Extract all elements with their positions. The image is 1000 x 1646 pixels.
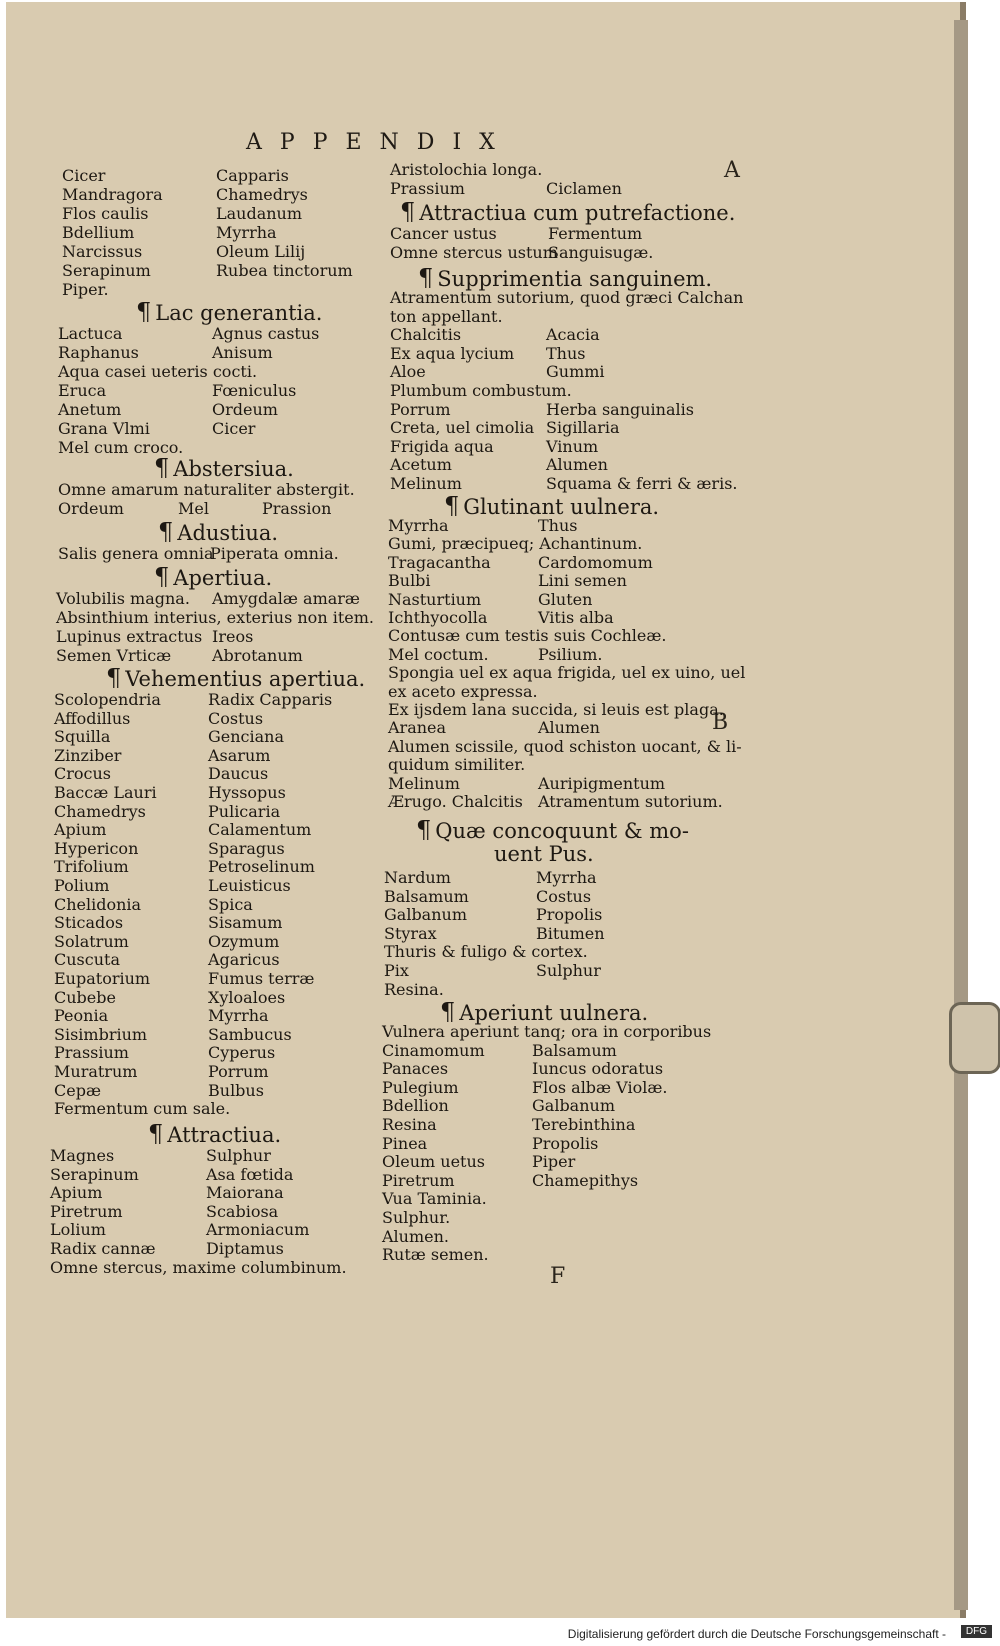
entry: Raphanus [58,343,139,362]
entry: Thus [538,516,578,535]
entry: Piperata omnia. [210,544,339,563]
entry: Chelidonia [54,894,142,914]
margin-mark-b: B [712,710,729,735]
entry: Cubebe [54,987,116,1007]
entry: Aristolochia longa. [390,160,543,179]
section-title [106,664,365,692]
pilcrow-icon: ¶ [440,998,456,1026]
section-title-text: Aperiunt uulnera. [459,1001,649,1025]
entry: Eruca [58,381,107,400]
entry: ton appellant. [390,306,503,326]
entry: Scolopendria [54,690,161,709]
entry: Styrax [384,923,437,943]
entry: Alumen [538,718,600,738]
entry: Piper [532,1152,576,1172]
entry: Cicer [62,166,106,185]
entry: Omne amarum naturaliter abstergit. [58,480,355,499]
entry: Rubea tinctorum [216,261,353,280]
entry: Zinziber [54,745,122,765]
dfg-logo: DFG [961,1625,992,1638]
entry: Trifolium [54,857,129,877]
entry: Magnes [50,1146,115,1165]
page-edge [954,20,968,1610]
entry: Anetum [58,400,122,419]
entry: Mel cum croco. [58,438,184,457]
entry: Calamentum [208,820,312,840]
entry: Porrum [208,1062,269,1081]
entry: Fermentum cum sale. [54,1099,231,1119]
entry: Lolium [50,1220,106,1240]
entry: Leuisticus [208,876,291,895]
section-title-text: Adustiua. [177,521,279,545]
entry: Contusæ cum testis suis Cochleæ. [388,626,667,646]
entry: Balsamum [532,1040,617,1060]
entry: Cancer ustus [390,224,497,243]
entry: Ærugo. Chalcitis [388,792,523,811]
section-title-text: Attractiua. [167,1123,282,1147]
entry: Prassium [390,179,465,198]
entry: Piretrum [50,1201,123,1221]
section-title-text: Glutinant uulnera. [463,495,660,519]
entry: Gluten [538,589,593,609]
entry: Resina. [384,979,444,999]
entry: Sticados [54,913,124,933]
entry: Armoniacum [206,1220,310,1240]
margin-mark-f: F [550,1264,566,1289]
section-title-text: Vehementius apertiua. [125,667,366,691]
entry: Abrotanum [212,646,303,665]
entry: Fœniculus [212,381,297,400]
entry: Agaricus [208,950,280,970]
entry: Baccæ Lauri [54,783,157,802]
entry: Terebinthina [532,1115,636,1134]
section-title [154,454,294,482]
entry: Cuscuta [54,950,120,970]
entry: Anisum [212,343,273,362]
book-clasp [949,1002,1000,1074]
entry: Vinum [546,436,599,456]
entry: Rutæ semen. [382,1245,489,1265]
entry: Cinamomum [382,1040,485,1060]
entry: Piretrum [382,1170,455,1190]
entry: Vulnera aperiunt tanq; ora in corporibus [382,1022,712,1041]
entry: Gummi [546,362,605,382]
entry: Chamedrys [54,801,146,821]
entry: Ordeum [58,499,124,518]
footer-bar [0,1618,1000,1646]
entry: Sulphur [206,1146,271,1165]
entry: Solatrum [54,931,129,951]
pilcrow-icon: ¶ [418,264,434,292]
section-title-text: Attractiua cum putrefactione. [419,201,736,225]
entry: Vitis alba [538,608,614,627]
pilcrow-icon: ¶ [148,1120,164,1148]
entry: Porrum [390,399,451,419]
entry: Genciana [208,727,285,747]
entry: Ireos [212,627,254,646]
entry: Cepæ [54,1080,101,1100]
pilcrow-icon: ¶ [154,563,170,591]
entry: Aloe [390,362,426,382]
entry: Agnus castus [212,324,320,343]
entry: Sambucus [208,1024,292,1044]
entry: Galbanum [532,1096,615,1116]
entry: Volubilis magna. [56,589,190,608]
entry: Flos caulis [62,204,149,223]
entry: Panaces [382,1059,449,1079]
entry: Vua Taminia. [382,1189,487,1209]
entry: Spica [208,894,253,914]
pilcrow-icon: ¶ [444,492,460,520]
entry: Hyssopus [208,783,286,802]
entry: Sulphur [536,961,601,980]
entry: Serapinum [62,261,151,280]
entry: Myrrha [216,223,277,242]
entry: Tragacantha [388,552,491,572]
entry: Diptamus [206,1239,284,1258]
entry: Iuncus odoratus [532,1059,664,1079]
entry: Ex ijsdem lana succida, si leuis est plaga. [388,700,724,719]
entry: Melinum [388,773,460,793]
pilcrow-icon: ¶ [158,518,174,546]
entry: ex aceto expressa. [388,681,538,701]
entry: Lini semen [538,571,627,591]
pilcrow-icon: ¶ [136,298,152,326]
entry: quidum similiter. [388,755,526,775]
entry: Sigillaria [546,418,620,438]
entry: Sparagus [208,838,285,858]
entry: Mel coctum. [388,644,489,664]
entry: Fermentum [548,224,643,243]
entry: Spongia uel ex aqua frigida, uel ex uino, uel [388,663,746,683]
entry: Frigida aqua [390,436,494,456]
entry: Myrrha [536,868,597,887]
section-title [416,816,689,844]
running-header: APPENDIX [246,130,513,155]
entry: Balsamum [384,886,469,906]
entry: Squama & ferri & æris. [546,474,738,493]
footer-credit: Digitalisierung gefördert durch die Deutsche Forschungsgemeinschaft - [567,1627,946,1641]
entry: Narcissus [62,242,143,261]
entry: Alumen scissile, quod schiston uocant, & li- [388,736,742,756]
entry: Bulbus [208,1080,264,1100]
entry: Ordeum [212,400,278,419]
entry: Prassion [262,499,332,518]
entry: Flos albæ Violæ. [532,1077,668,1097]
entry: Apium [54,820,107,840]
entry: Nardum [384,868,451,887]
entry: Eupatorium [54,969,151,988]
entry: Bdellium [62,223,135,242]
entry: Omne stercus ustum [390,243,558,262]
entry: Mandragora [62,185,163,204]
section-title-text: Apertiua. [173,566,273,590]
entry: Grana Vlmi [58,419,150,438]
entry: Sulphur. [382,1208,451,1227]
entry: Bdellion [382,1096,449,1116]
entry: Squilla [54,727,111,747]
entry: Piper. [62,280,109,299]
entry: Omne stercus, maxime columbinum. [50,1257,347,1277]
section-title [400,198,735,226]
entry: Sanguisugæ. [548,243,654,262]
entry: Sisimbrium [54,1024,148,1044]
entry: Chamedrys [216,185,308,204]
entry: Chalcitis [390,325,462,345]
entry: Psilium. [538,644,603,664]
entry: Costus [536,886,592,906]
entry: Muratrum [54,1062,138,1081]
entry: Sisamum [208,913,283,933]
entry: Pix [384,961,409,980]
entry: Atramentum sutorium. [538,792,723,811]
entry: Apium [50,1183,103,1203]
section-title-text: Quæ concoquunt & mo- [435,819,689,843]
section-title-text: Supprimentia sanguinem. [437,267,713,291]
entry: Ichthyocolla [388,608,488,627]
entry: Salis genera omnia [58,544,214,563]
entry: Bulbi [388,571,431,591]
entry: Plumbum combustum. [390,381,572,400]
section-title-text: Abstersiua. [173,457,294,481]
pilcrow-icon: ¶ [154,454,170,482]
entry: Capparis [216,166,289,185]
pilcrow-icon: ¶ [416,816,432,844]
entry: Xyloaloes [208,987,286,1007]
entry: Propolis [536,905,603,925]
entry: Atramentum sutorium, quod græci Calchan [390,288,744,307]
entry: Nasturtium [388,589,482,609]
entry: Ciclamen [546,179,622,198]
entry: Auripigmentum [538,773,666,793]
entry: Peonia [54,1006,109,1026]
pilcrow-icon: ¶ [106,664,122,692]
entry: Asa fœtida [206,1164,294,1184]
entry: Cyperus [208,1043,276,1063]
entry: Amygdalæ amaræ [212,589,360,608]
entry: Thuris & fuligo & cortex. [384,942,588,962]
entry: Melinum [390,474,462,493]
section-title-cont: uent Pus. [494,842,594,866]
entry: Costus [208,708,264,728]
entry: Radix cannæ [50,1239,156,1258]
entry: Daucus [208,764,269,784]
entry: Thus [546,343,586,363]
entry: Propolis [532,1133,599,1153]
entry: Acetum [390,455,452,475]
pilcrow-icon: ¶ [400,198,416,226]
entry: Aranea [388,718,447,738]
book-page [6,2,966,1620]
entry: Cicer [212,419,256,438]
entry: Scabiosa [206,1201,279,1221]
entry: Alumen [546,455,608,475]
entry: Pulicaria [208,801,281,821]
section-title [136,298,322,326]
entry: Prassium [54,1043,129,1063]
entry: Oleum Lilij [216,242,306,261]
entry: Laudanum [216,204,303,223]
entry: Lactuca [58,324,123,343]
entry: Galbanum [384,905,467,925]
entry: Pinea [382,1133,428,1153]
margin-mark-a: A [724,158,740,183]
entry: Myrrha [208,1006,269,1026]
entry: Affodillus [54,708,131,728]
entry: Semen Vrticæ [56,646,172,665]
section-title [158,518,278,546]
entry: Bitumen [536,923,605,943]
entry: Petroselinum [208,857,315,877]
entry: Ozymum [208,931,280,951]
entry: Myrrha [388,516,449,535]
entry: Asarum [208,745,271,765]
entry: Maiorana [206,1183,284,1203]
entry: Cardomomum [538,552,653,572]
entry: Radix Capparis [208,690,333,709]
entry: Pulegium [382,1077,459,1097]
entry: Serapinum [50,1164,139,1184]
entry: Lupinus extractus [56,627,203,646]
entry: Gumi, præcipueq; Achantinum. [388,534,643,554]
entry: Resina [382,1115,437,1134]
entry: Ex aqua lycium [390,343,515,363]
entry: Fumus terræ [208,969,315,988]
entry: Chamepithys [532,1170,639,1190]
entry: Polium [54,876,110,895]
entry: Acacia [546,325,600,345]
entry: Absinthium interius, exterius non item. [56,608,374,627]
entry: Hypericon [54,838,139,858]
entry: Crocus [54,764,111,784]
entry: Alumen. [382,1226,450,1246]
section-title [148,1120,281,1148]
entry: Mel [178,499,209,518]
entry: Oleum uetus [382,1152,485,1172]
section-title [154,563,272,591]
entry: Herba sanguinalis [546,399,694,419]
entry: Aqua casei ueteris cocti. [58,362,258,381]
entry: Creta, uel cimolia [390,418,535,438]
section-title-text: Lac generantia. [155,301,323,325]
